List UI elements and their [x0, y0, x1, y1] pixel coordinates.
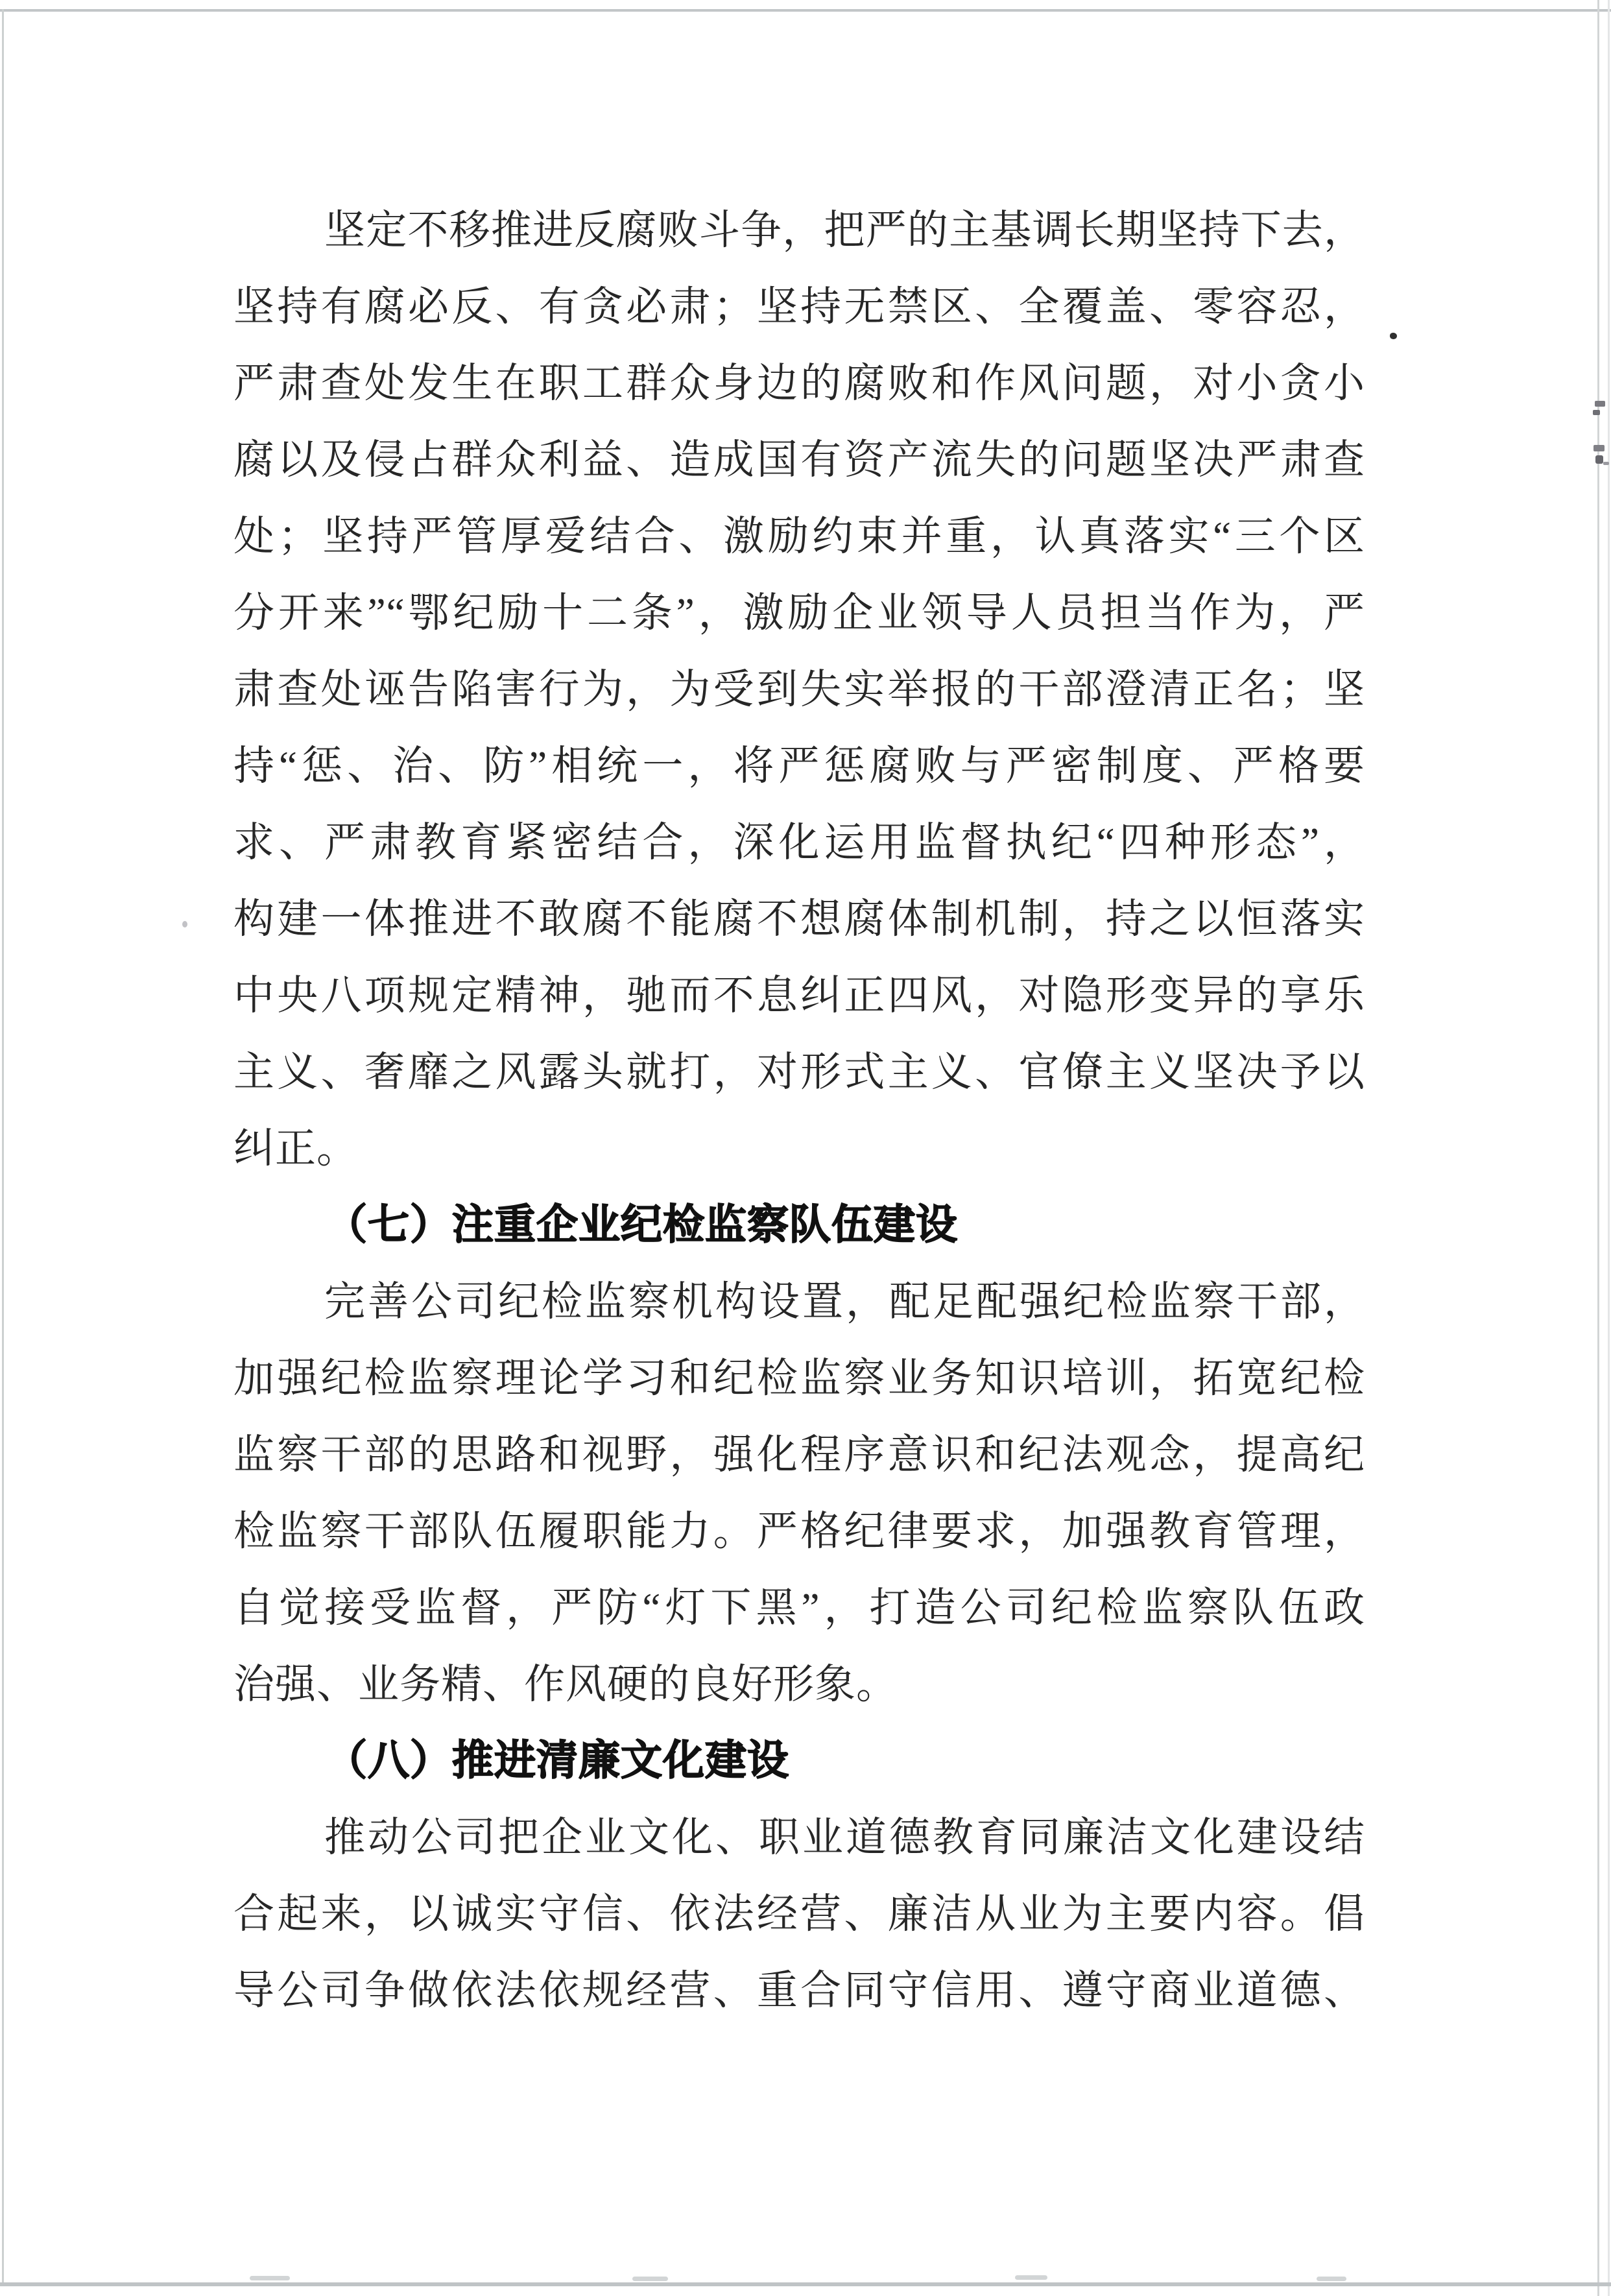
text-line: 坚定不移推进反腐败斗争，把严的主基调长期坚持下去，: [324, 208, 1365, 253]
text-line: 完善公司纪检监察机构设置，配足配强纪检监察干部，: [324, 1279, 1365, 1324]
scan-smudge: [1317, 2277, 1346, 2281]
stray-ink-dot: [1390, 333, 1397, 339]
scan-speck: [1595, 455, 1603, 464]
text-line: 合起来，以诚实守信、依法经营、廉洁从业为主要内容。倡: [233, 1891, 1365, 1937]
text-line: 持“惩、治、防”相统一，将严惩腐败与严密制度、严格要: [233, 743, 1365, 789]
scan-edge-bottom: [0, 2282, 1611, 2286]
text-line: 构建一体推进不敢腐不能腐不想腐体制机制，持之以恒落实: [233, 896, 1365, 942]
scan-smudge: [632, 2277, 668, 2281]
scan-speck: [1593, 445, 1605, 451]
text-line: 分开来”“鄂纪励十二条”，激励企业领导人员担当作为，严: [233, 590, 1365, 636]
text-line: 严肃查处发生在职工群众身边的腐败和作风问题，对小贪小: [233, 361, 1365, 406]
text-line: 加强纪检监察理论学习和纪检监察业务知识培训，拓宽纪检: [233, 1356, 1365, 1401]
text-line: 腐以及侵占群众利益、造成国有资产流失的问题坚决严肃查: [233, 437, 1365, 483]
document-body: [233, 192, 1365, 2029]
scan-smudge: [250, 2276, 290, 2280]
text-line: 自觉接受监督，严防“灯下黑”，打造公司纪检监察队伍政: [233, 1585, 1365, 1631]
scan-speck: [1603, 462, 1609, 465]
text-line: 检监察干部队伍履职能力。严格纪律要求，加强教育管理，: [233, 1509, 1365, 1554]
scan-edge-left: [2, 9, 4, 2286]
text-line: 坚持有腐必反、有贪必肃；坚持无禁区、全覆盖、零容忍，: [233, 284, 1365, 329]
text-line: 纠正。: [233, 1126, 358, 1171]
scan-speck: [182, 921, 187, 927]
text-line: 导公司争做依法依规经营、重合同守信用、遵守商业道德、: [233, 1968, 1365, 2013]
text-line: 处；坚持严管厚爱结合、激励约束并重，认真落实“三个区: [233, 514, 1365, 559]
scan-edge-top: [0, 9, 1611, 12]
scan-speck: [1595, 401, 1605, 407]
scan-edge-right: [1597, 0, 1599, 2296]
text-line: 治强、业务精、作风硬的良好形象。: [233, 1662, 898, 1707]
scan-smudge: [1015, 2275, 1047, 2280]
text-line: 主义、奢靡之风露头就打，对形式主义、官僚主义坚决予以: [233, 1049, 1365, 1095]
text-line: 推动公司把企业文化、职业道德教育同廉洁文化建设结: [324, 1815, 1365, 1860]
scan-edge-right-outer: [1608, 0, 1610, 2296]
section-heading-7: （七）注重企业纪检监察队伍建设: [326, 1202, 958, 1248]
text-line: 求、严肃教育紧密结合，深化运用监督执纪“四种形态”，: [233, 820, 1365, 865]
text-line: 监察干部的思路和视野，强化程序意识和纪法观念，提高纪: [233, 1432, 1365, 1477]
scan-speck: [1593, 410, 1600, 415]
section-heading-8: （八）推进清廉文化建设: [326, 1738, 789, 1784]
text-line: 中央八项规定精神，驰而不息纠正四风，对隐形变异的享乐: [233, 973, 1365, 1018]
text-line: 肃查处诬告陷害行为，为受到失实举报的干部澄清正名；坚: [233, 667, 1365, 712]
